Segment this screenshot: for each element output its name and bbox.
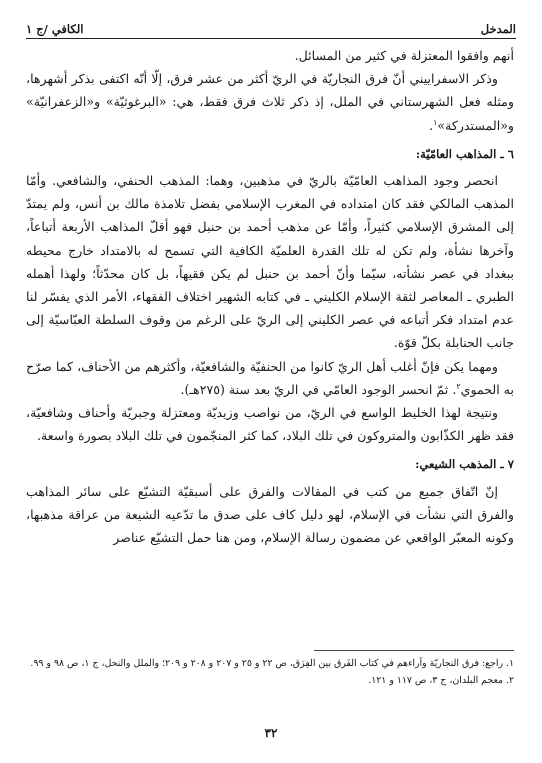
footnote-ref-1[interactable]: ١ xyxy=(433,117,438,127)
paragraph-4-text-a: ومهما يكن فإنّ أغلب أهل الريّ كانوا من الحنفيّة والشافعيّة، وأكثرهم من الأحناف، كما صرّح به الحموي xyxy=(26,358,514,397)
paragraph-6: إنّ اتّفاق جميع من كتب في المقالات والفرق على أسبقيّة التشيّع على سائر المذاهب والفرق التي نشأت في الإسلام، لهو دليل كاف على صدق ما تدّعيه الشيعة من عراقة مذهبها، وكونه المعبّر الواقعي عن مضمون رسالة الإسلام، ومن هنا حمل التشيّع عناصر xyxy=(26,483,514,546)
paragraph-1: أنهم وافقوا المعتزلة في كثير من المسائل. xyxy=(294,48,514,63)
footnote-rule xyxy=(314,650,514,651)
paragraph-4-text-b: . ثمّ انحسر الوجود العامّي في الريّ بعد سنة (٢٧٥هـ). xyxy=(180,381,457,397)
paragraph-3: انحصر وجود المذاهب العامّيّة بالريّ في مذهبين، وهما: المذهب الحنفي، والشافعي. وأمّا المذهب المالكي فقد كان امتداده في المغرب الإسلامي بفضل تلامذة مالك بن أنس، ولم يمتدّ إلى المشرق الإسلامي كثيراً، وأمّا عن مذهب أحمد بن حنبل فهو أقلّ المذاهب الأربعة أتباعاً، وآخرها نشأة، ولم تكن له تلك القدرة العلميّة الكافية التي تسمح له بالامتداد خارج محيطه ببغداد في عصر نشأته، سيّما وأنّ أحمد بن حنبل لم يكن فقيهاً، بل كان محدّثاً؛ ولهذا أهمله الطبري ـ المعاصر لثقة الإسلام الكليني ـ في كتابه الشهير اختلاف الفقهاء، الأمر الذي يفسّر لنا عدم امتداد فكر أتباعه في عصر الكليني إلى الريّ على الرغم من وقوف السلطة العبّاسيّة إلى جانب الحنابلة بكلّ قوّة. xyxy=(26,173,514,351)
footnote-1: ١. راجع: فرق النجاريّة وآراءهم في كتاب الفَرق بين الفِرَق، ص ٢٢ و ٢٥ و ٢٠٧ و ٢٠٨ و ٢٠٩؛ والملل والنحل، ج ١، ص ٩٨ و ٩٩. xyxy=(30,658,514,669)
header-section-title: المدخل xyxy=(480,22,516,36)
heading-sunni-schools: ٦ ـ المذاهب العامّيّة: xyxy=(415,146,514,161)
body-text xyxy=(26,44,514,549)
footnote-ref-2[interactable]: ٢ xyxy=(456,381,461,391)
paragraph-2-text: وذكر الاسفراييني أنّ فرق النجاريّة في الريّ أكثر من عشر فرق، إلّا أنّه اكتفى بذكر أشهرها، ومثله فعل الشهرستاني في الملل، إذ ذكر ثلاث فرق فقط، هي: «البرغوثيّة» و«الزعفرانيّة» و«المستدركة» xyxy=(26,71,514,133)
paragraph-4 xyxy=(26,355,514,401)
header-rule xyxy=(26,38,516,39)
page-number: ٣٢ xyxy=(264,726,278,740)
running-header xyxy=(26,14,516,36)
heading-shia-school: ٧ ـ المذهب الشيعي: xyxy=(415,457,514,472)
footnotes xyxy=(26,656,514,689)
paragraph-2: وذكر الاسفراييني أنّ فرق النجاريّة في الريّ أكثر من عشر فرق، إلّا أنّه اكتفى بذكر أشهرها، ومثله فعل الشهرستاني في الملل، إذ ذكر ثلاث فرق فقط، هي: «البرغوثيّة» و«الزعفرانيّة» و«المستدركة»$^١$. xyxy=(26,71,514,133)
paragraph-5: ونتيجة لهذا الخليط الواسع في الريّ، من نواصب وزيديّة ومعتزلة وجبريّة وأحناف وشافعيّة، فقد ظهر الكذّابون والمتروكون في تلك البلاد، كما كثر المنجّمون في تلك البلاد بصورة واسعة. xyxy=(26,405,514,444)
header-book-title: الكافي /ج ١ xyxy=(26,22,84,36)
footnote-2: ٢. معجم البلدان، ج ٣، ص ١١٧ و ١٢١. xyxy=(368,674,514,686)
